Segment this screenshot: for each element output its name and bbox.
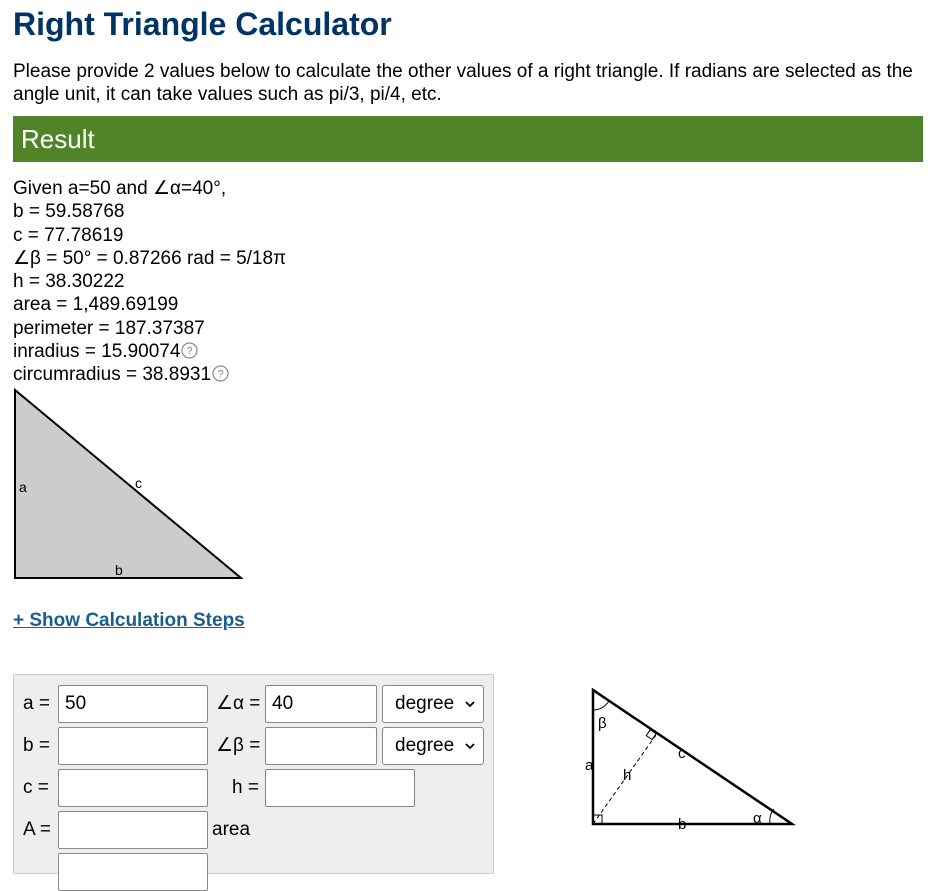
beta-label: ∠β = [216, 735, 261, 756]
alpha-label: ∠α = [216, 693, 261, 714]
area-input[interactable] [58, 811, 208, 849]
A-label: A = [23, 819, 51, 840]
question-circle-icon[interactable] [212, 365, 229, 382]
next-input[interactable] [58, 853, 208, 891]
result-triangle-diagram [13, 388, 245, 582]
result-triangle-label-c: c [135, 475, 142, 491]
ref-label-alpha: α [753, 810, 762, 827]
a-label: a = [23, 693, 50, 714]
result-header: Result [13, 116, 923, 162]
result-given: Given a=50 and ∠α=40°, [13, 178, 227, 199]
alpha-unit-select[interactable] [382, 685, 484, 723]
alpha-input[interactable]: 40 [265, 685, 377, 723]
result-area: area = 1,489.69199 [13, 294, 179, 316]
reference-triangle-diagram [585, 684, 800, 830]
c-label: c = [23, 777, 49, 798]
page-title: Right Triangle Calculator [13, 6, 392, 42]
result-circumradius: circumradius = 38.8931 [13, 364, 212, 386]
result-triangle-shape [15, 390, 241, 578]
area-label: area [212, 819, 251, 840]
c-input[interactable] [58, 769, 208, 807]
ref-label-b: b [678, 816, 687, 830]
result-inradius-row [13, 340, 286, 363]
calculator-form [13, 674, 494, 874]
h-label: h = [232, 777, 259, 798]
result-h: h = 38.30222 [13, 271, 125, 293]
b-label: b = [23, 735, 50, 756]
reference-triangle-shape [593, 690, 792, 824]
result-c: c = 77.78619 [13, 224, 124, 246]
result-triangle-label-b: b [115, 562, 123, 578]
show-calculation-steps-link[interactable]: + Show Calculation Steps [13, 610, 245, 631]
ref-label-a: a [585, 757, 594, 774]
ref-label-c: c [678, 745, 686, 762]
b-input[interactable] [58, 727, 208, 765]
result-beta: ∠β = 50° = 0.87266 rad = 5/18π [13, 247, 287, 269]
ref-label-h: h [623, 767, 632, 784]
beta-input[interactable] [265, 727, 377, 765]
alpha-unit-value: degree [395, 693, 455, 714]
results-list [13, 177, 286, 387]
a-input[interactable]: 50 [58, 685, 208, 723]
chevron-down-icon [465, 742, 475, 750]
result-b: b = 59.58768 [13, 201, 125, 223]
intro-text: Please provide 2 values below to calculate the other values of a right triangle. If radians are selected as the angle unit, it can take values such as pi/3, pi/4, etc. [13, 61, 913, 105]
beta-unit-select[interactable] [382, 727, 484, 765]
h-input[interactable] [265, 769, 415, 807]
svg-text:?: ? [217, 368, 224, 381]
result-inradius: inradius = 15.90074 [13, 341, 181, 363]
result-triangle-label-a: a [19, 479, 27, 495]
question-circle-icon[interactable] [181, 342, 198, 359]
beta-unit-value: degree [395, 735, 455, 756]
result-perimeter: perimeter = 187.37387 [13, 317, 205, 339]
result-circumradius-row [13, 363, 286, 386]
svg-text:?: ? [186, 345, 193, 358]
ref-label-beta: β [598, 715, 607, 732]
chevron-down-icon [465, 700, 475, 708]
